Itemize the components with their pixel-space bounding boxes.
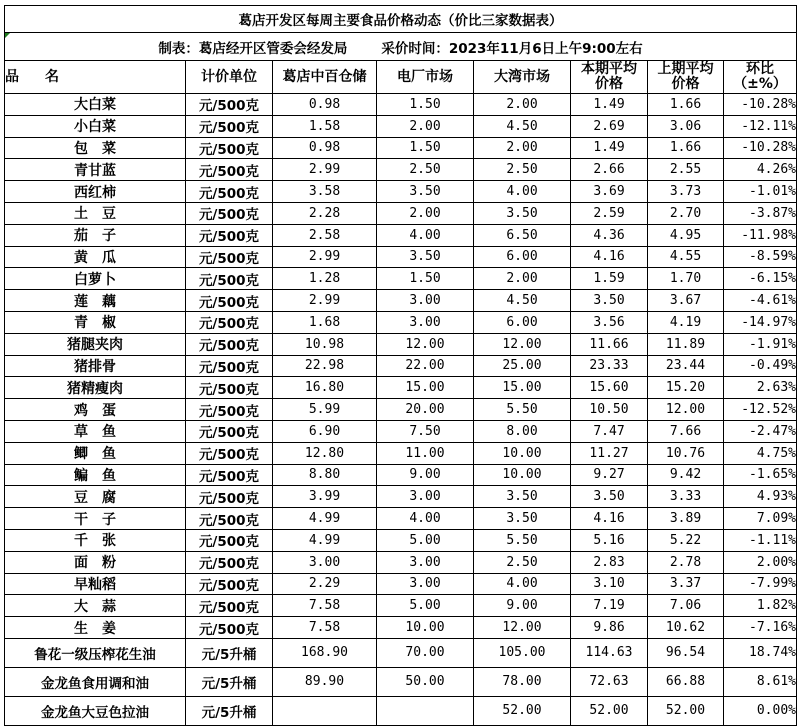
unit: 元/500克	[186, 268, 273, 290]
price-market-1: 16.80	[273, 377, 377, 399]
avg-previous: 12.00	[648, 399, 724, 421]
price-market-3: 78.00	[474, 667, 571, 696]
price-market-3: 12.00	[474, 333, 571, 355]
avg-previous: 3.67	[648, 290, 724, 312]
table-row	[5, 667, 797, 696]
price-market-1: 7.58	[273, 617, 377, 639]
unit: 元/500克	[186, 333, 273, 355]
avg-previous: 11.89	[648, 333, 724, 355]
price-market-1: 2.99	[273, 290, 377, 312]
item-name: 猪腿夹肉	[5, 333, 186, 355]
table-row	[5, 420, 797, 442]
price-market-3: 2.00	[474, 268, 571, 290]
price-market-2: 12.00	[377, 333, 474, 355]
price-table	[4, 5, 797, 726]
unit: 元/500克	[186, 137, 273, 159]
table-row	[5, 181, 797, 203]
avg-current: 114.63	[571, 638, 648, 667]
table-row	[5, 268, 797, 290]
unit: 元/500克	[186, 355, 273, 377]
price-market-1: 2.29	[273, 573, 377, 595]
price-market-1: 2.99	[273, 246, 377, 268]
avg-previous: 3.33	[648, 486, 724, 508]
item-name: 莲 藕	[5, 290, 186, 312]
price-market-2: 20.00	[377, 399, 474, 421]
unit: 元/500克	[186, 290, 273, 312]
avg-current: 2.83	[571, 551, 648, 573]
price-market-3: 4.50	[474, 115, 571, 137]
price-market-1: 12.80	[273, 442, 377, 464]
unit: 元/500克	[186, 399, 273, 421]
change-pct: 4.26%	[724, 159, 797, 181]
price-market-3: 10.00	[474, 442, 571, 464]
change-pct: -8.59%	[724, 246, 797, 268]
price-market-3: 2.50	[474, 159, 571, 181]
avg-current: 9.27	[571, 464, 648, 486]
avg-previous: 1.66	[648, 94, 724, 116]
price-market-1: 3.00	[273, 551, 377, 573]
item-name: 青甘蓝	[5, 159, 186, 181]
item-name: 小白菜	[5, 115, 186, 137]
price-market-2: 4.00	[377, 508, 474, 530]
price-market-2: 3.00	[377, 486, 474, 508]
header-unit: 计价单位	[186, 61, 273, 94]
avg-current: 52.00	[571, 696, 648, 725]
header-name: 品名	[5, 61, 186, 94]
price-market-3: 4.00	[474, 181, 571, 203]
price-market-2: 22.00	[377, 355, 474, 377]
price-market-3: 6.00	[474, 246, 571, 268]
price-market-3: 6.50	[474, 224, 571, 246]
table-row	[5, 595, 797, 617]
price-market-2: 2.50	[377, 159, 474, 181]
item-name: 青 椒	[5, 311, 186, 333]
table-row	[5, 246, 797, 268]
price-market-1: 5.99	[273, 399, 377, 421]
price-market-2: 3.00	[377, 573, 474, 595]
table-row	[5, 464, 797, 486]
price-market-3: 3.50	[474, 508, 571, 530]
avg-current: 7.19	[571, 595, 648, 617]
avg-previous: 10.76	[648, 442, 724, 464]
table-row	[5, 638, 797, 667]
price-market-3: 10.00	[474, 464, 571, 486]
header-market-1: 葛店中百仓储	[273, 61, 377, 94]
avg-previous: 3.73	[648, 181, 724, 203]
price-market-2: 5.00	[377, 595, 474, 617]
avg-previous: 5.22	[648, 529, 724, 551]
change-pct: -3.87%	[724, 202, 797, 224]
change-pct: -4.61%	[724, 290, 797, 312]
price-market-1: 6.90	[273, 420, 377, 442]
price-market-2: 2.00	[377, 115, 474, 137]
price-market-1: 89.90	[273, 667, 377, 696]
unit: 元/500克	[186, 181, 273, 203]
change-pct: -2.47%	[724, 420, 797, 442]
unit: 元/500克	[186, 529, 273, 551]
avg-previous: 10.62	[648, 617, 724, 639]
price-market-2: 10.00	[377, 617, 474, 639]
collect-time-text: 采价时间：2023年11月6日上午9:00左右	[381, 40, 643, 57]
change-pct: 0.00%	[724, 696, 797, 725]
change-pct: -12.11%	[724, 115, 797, 137]
avg-previous: 2.70	[648, 202, 724, 224]
item-name: 包 菜	[5, 137, 186, 159]
change-pct: 2.63%	[724, 377, 797, 399]
price-market-2: 1.50	[377, 268, 474, 290]
price-market-3: 4.00	[474, 573, 571, 595]
table-row	[5, 696, 797, 725]
unit: 元/5升桶	[186, 638, 273, 667]
price-market-3: 2.00	[474, 137, 571, 159]
price-market-1: 1.58	[273, 115, 377, 137]
unit: 元/500克	[186, 377, 273, 399]
price-market-2: 3.00	[377, 551, 474, 573]
item-name: 面 粉	[5, 551, 186, 573]
price-market-1: 2.58	[273, 224, 377, 246]
avg-previous: 96.54	[648, 638, 724, 667]
table-row	[5, 508, 797, 530]
change-pct: -10.28%	[724, 94, 797, 116]
change-pct: 4.93%	[724, 486, 797, 508]
avg-previous: 66.88	[648, 667, 724, 696]
price-market-2: 3.50	[377, 181, 474, 203]
price-market-2	[377, 696, 474, 725]
avg-current: 2.59	[571, 202, 648, 224]
item-name: 猪排骨	[5, 355, 186, 377]
table-row	[5, 290, 797, 312]
change-pct: -7.99%	[724, 573, 797, 595]
change-pct: 7.09%	[724, 508, 797, 530]
unit: 元/500克	[186, 508, 273, 530]
price-market-2: 50.00	[377, 667, 474, 696]
avg-current: 3.50	[571, 290, 648, 312]
unit: 元/500克	[186, 311, 273, 333]
table-row	[5, 159, 797, 181]
item-name: 西红柿	[5, 181, 186, 203]
avg-previous: 4.95	[648, 224, 724, 246]
avg-current: 1.49	[571, 94, 648, 116]
item-name: 豆 腐	[5, 486, 186, 508]
price-market-2: 4.00	[377, 224, 474, 246]
unit: 元/500克	[186, 159, 273, 181]
unit: 元/500克	[186, 595, 273, 617]
item-name: 茄 子	[5, 224, 186, 246]
table-row	[5, 529, 797, 551]
price-market-2: 15.00	[377, 377, 474, 399]
table-row	[5, 486, 797, 508]
table-title	[5, 6, 797, 33]
avg-current: 72.63	[571, 667, 648, 696]
price-market-2: 1.50	[377, 137, 474, 159]
avg-previous: 2.78	[648, 551, 724, 573]
change-pct: 2.00%	[724, 551, 797, 573]
price-market-2: 3.00	[377, 311, 474, 333]
price-market-3: 25.00	[474, 355, 571, 377]
avg-previous: 3.89	[648, 508, 724, 530]
avg-current: 11.27	[571, 442, 648, 464]
avg-current: 4.36	[571, 224, 648, 246]
price-market-1: 168.90	[273, 638, 377, 667]
change-pct: 8.61%	[724, 667, 797, 696]
avg-current: 5.16	[571, 529, 648, 551]
table-row	[5, 94, 797, 116]
unit: 元/500克	[186, 464, 273, 486]
avg-previous: 15.20	[648, 377, 724, 399]
change-pct: 18.74%	[724, 638, 797, 667]
price-market-3: 5.50	[474, 529, 571, 551]
price-market-3: 52.00	[474, 696, 571, 725]
change-pct: -1.65%	[724, 464, 797, 486]
price-market-3: 8.00	[474, 420, 571, 442]
item-name: 大白菜	[5, 94, 186, 116]
avg-current: 9.86	[571, 617, 648, 639]
avg-current: 2.69	[571, 115, 648, 137]
price-market-2: 1.50	[377, 94, 474, 116]
price-market-1: 1.68	[273, 311, 377, 333]
unit: 元/500克	[186, 246, 273, 268]
item-name: 鲁花一级压榨花生油	[5, 638, 186, 667]
price-market-1: 8.80	[273, 464, 377, 486]
avg-current: 3.56	[571, 311, 648, 333]
table-row	[5, 115, 797, 137]
price-market-1: 0.98	[273, 94, 377, 116]
change-pct: -1.01%	[724, 181, 797, 203]
unit: 元/500克	[186, 420, 273, 442]
unit: 元/5升桶	[186, 696, 273, 725]
price-market-1: 4.99	[273, 529, 377, 551]
price-market-1: 10.98	[273, 333, 377, 355]
table-row	[5, 311, 797, 333]
avg-current: 15.60	[571, 377, 648, 399]
unit: 元/500克	[186, 551, 273, 573]
price-market-3: 3.50	[474, 486, 571, 508]
unit: 元/500克	[186, 224, 273, 246]
avg-previous: 1.70	[648, 268, 724, 290]
price-market-2: 3.00	[377, 290, 474, 312]
change-pct: -0.49%	[724, 355, 797, 377]
table-row	[5, 442, 797, 464]
unit: 元/500克	[186, 442, 273, 464]
item-name: 鳊 鱼	[5, 464, 186, 486]
change-pct: -11.98%	[724, 224, 797, 246]
avg-previous: 9.42	[648, 464, 724, 486]
cell-marker-icon	[5, 33, 10, 38]
price-market-1: 4.99	[273, 508, 377, 530]
price-market-1: 2.28	[273, 202, 377, 224]
price-market-1: 7.58	[273, 595, 377, 617]
price-market-2: 9.00	[377, 464, 474, 486]
avg-previous: 3.06	[648, 115, 724, 137]
price-market-2: 5.00	[377, 529, 474, 551]
unit: 元/500克	[186, 486, 273, 508]
avg-current: 11.66	[571, 333, 648, 355]
table-meta	[5, 33, 797, 61]
price-market-1: 3.99	[273, 486, 377, 508]
price-market-2: 11.00	[377, 442, 474, 464]
price-market-2: 70.00	[377, 638, 474, 667]
change-pct: -1.11%	[724, 529, 797, 551]
avg-current: 1.59	[571, 268, 648, 290]
unit: 元/5升桶	[186, 667, 273, 696]
avg-current: 3.50	[571, 486, 648, 508]
avg-current: 4.16	[571, 508, 648, 530]
change-pct: -7.16%	[724, 617, 797, 639]
price-market-3: 3.50	[474, 202, 571, 224]
avg-previous: 3.37	[648, 573, 724, 595]
change-pct: 4.75%	[724, 442, 797, 464]
item-name: 猪精瘦肉	[5, 377, 186, 399]
avg-current: 2.66	[571, 159, 648, 181]
table-row	[5, 355, 797, 377]
table-row	[5, 137, 797, 159]
item-name: 早籼稻	[5, 573, 186, 595]
change-pct: -10.28%	[724, 137, 797, 159]
price-market-1: 1.28	[273, 268, 377, 290]
price-market-2: 3.50	[377, 246, 474, 268]
unit: 元/500克	[186, 94, 273, 116]
table-row	[5, 573, 797, 595]
change-pct: -6.15%	[724, 268, 797, 290]
avg-previous: 4.19	[648, 311, 724, 333]
price-market-3: 12.00	[474, 617, 571, 639]
change-pct: -14.97%	[724, 311, 797, 333]
avg-current: 1.49	[571, 137, 648, 159]
unit: 元/500克	[186, 202, 273, 224]
header-avg-current: 本期平均 价格	[571, 61, 648, 94]
price-market-1: 22.98	[273, 355, 377, 377]
table-title-text: 葛店开发区每周主要食品价格动态（价比三家数据表）	[238, 13, 563, 29]
unit: 元/500克	[186, 617, 273, 639]
price-market-3: 15.00	[474, 377, 571, 399]
header-row	[5, 61, 797, 94]
avg-previous: 23.44	[648, 355, 724, 377]
item-name: 生 姜	[5, 617, 186, 639]
item-name: 干 子	[5, 508, 186, 530]
avg-current: 7.47	[571, 420, 648, 442]
header-avg-previous: 上期平均 价格	[648, 61, 724, 94]
avg-current: 4.16	[571, 246, 648, 268]
table-row	[5, 202, 797, 224]
header-market-3: 大湾市场	[474, 61, 571, 94]
table-row	[5, 399, 797, 421]
price-market-3: 4.50	[474, 290, 571, 312]
item-name: 草 鱼	[5, 420, 186, 442]
unit: 元/500克	[186, 573, 273, 595]
item-name: 大 蒜	[5, 595, 186, 617]
maker-text: 制表：葛店经开区管委会经发局	[158, 40, 348, 57]
item-name: 鲫 鱼	[5, 442, 186, 464]
price-market-1: 2.99	[273, 159, 377, 181]
price-market-1: 3.58	[273, 181, 377, 203]
price-market-3: 9.00	[474, 595, 571, 617]
avg-current: 23.33	[571, 355, 648, 377]
avg-previous: 4.55	[648, 246, 724, 268]
avg-previous: 7.06	[648, 595, 724, 617]
avg-previous: 2.55	[648, 159, 724, 181]
avg-current: 10.50	[571, 399, 648, 421]
header-change: 环比 （±%）	[724, 61, 797, 94]
item-name: 千 张	[5, 529, 186, 551]
price-market-2: 7.50	[377, 420, 474, 442]
avg-current: 3.10	[571, 573, 648, 595]
table-row	[5, 224, 797, 246]
avg-current: 3.69	[571, 181, 648, 203]
unit: 元/500克	[186, 115, 273, 137]
item-name: 黄 瓜	[5, 246, 186, 268]
change-pct: -1.91%	[724, 333, 797, 355]
avg-previous: 1.66	[648, 137, 724, 159]
avg-previous: 7.66	[648, 420, 724, 442]
price-market-3: 2.00	[474, 94, 571, 116]
avg-previous: 52.00	[648, 696, 724, 725]
change-pct: -12.52%	[724, 399, 797, 421]
table-row	[5, 617, 797, 639]
item-name: 金龙鱼大豆色拉油	[5, 696, 186, 725]
item-name: 金龙鱼食用调和油	[5, 667, 186, 696]
change-pct: 1.82%	[724, 595, 797, 617]
price-market-1: 0.98	[273, 137, 377, 159]
table-row	[5, 377, 797, 399]
price-market-3: 6.00	[474, 311, 571, 333]
price-market-3: 5.50	[474, 399, 571, 421]
price-market-3: 2.50	[474, 551, 571, 573]
item-name: 鸡 蛋	[5, 399, 186, 421]
table-row	[5, 333, 797, 355]
table-row	[5, 551, 797, 573]
item-name: 土 豆	[5, 202, 186, 224]
price-market-1	[273, 696, 377, 725]
item-name: 白萝卜	[5, 268, 186, 290]
price-market-3: 105.00	[474, 638, 571, 667]
price-market-2: 2.00	[377, 202, 474, 224]
header-market-2: 电厂市场	[377, 61, 474, 94]
